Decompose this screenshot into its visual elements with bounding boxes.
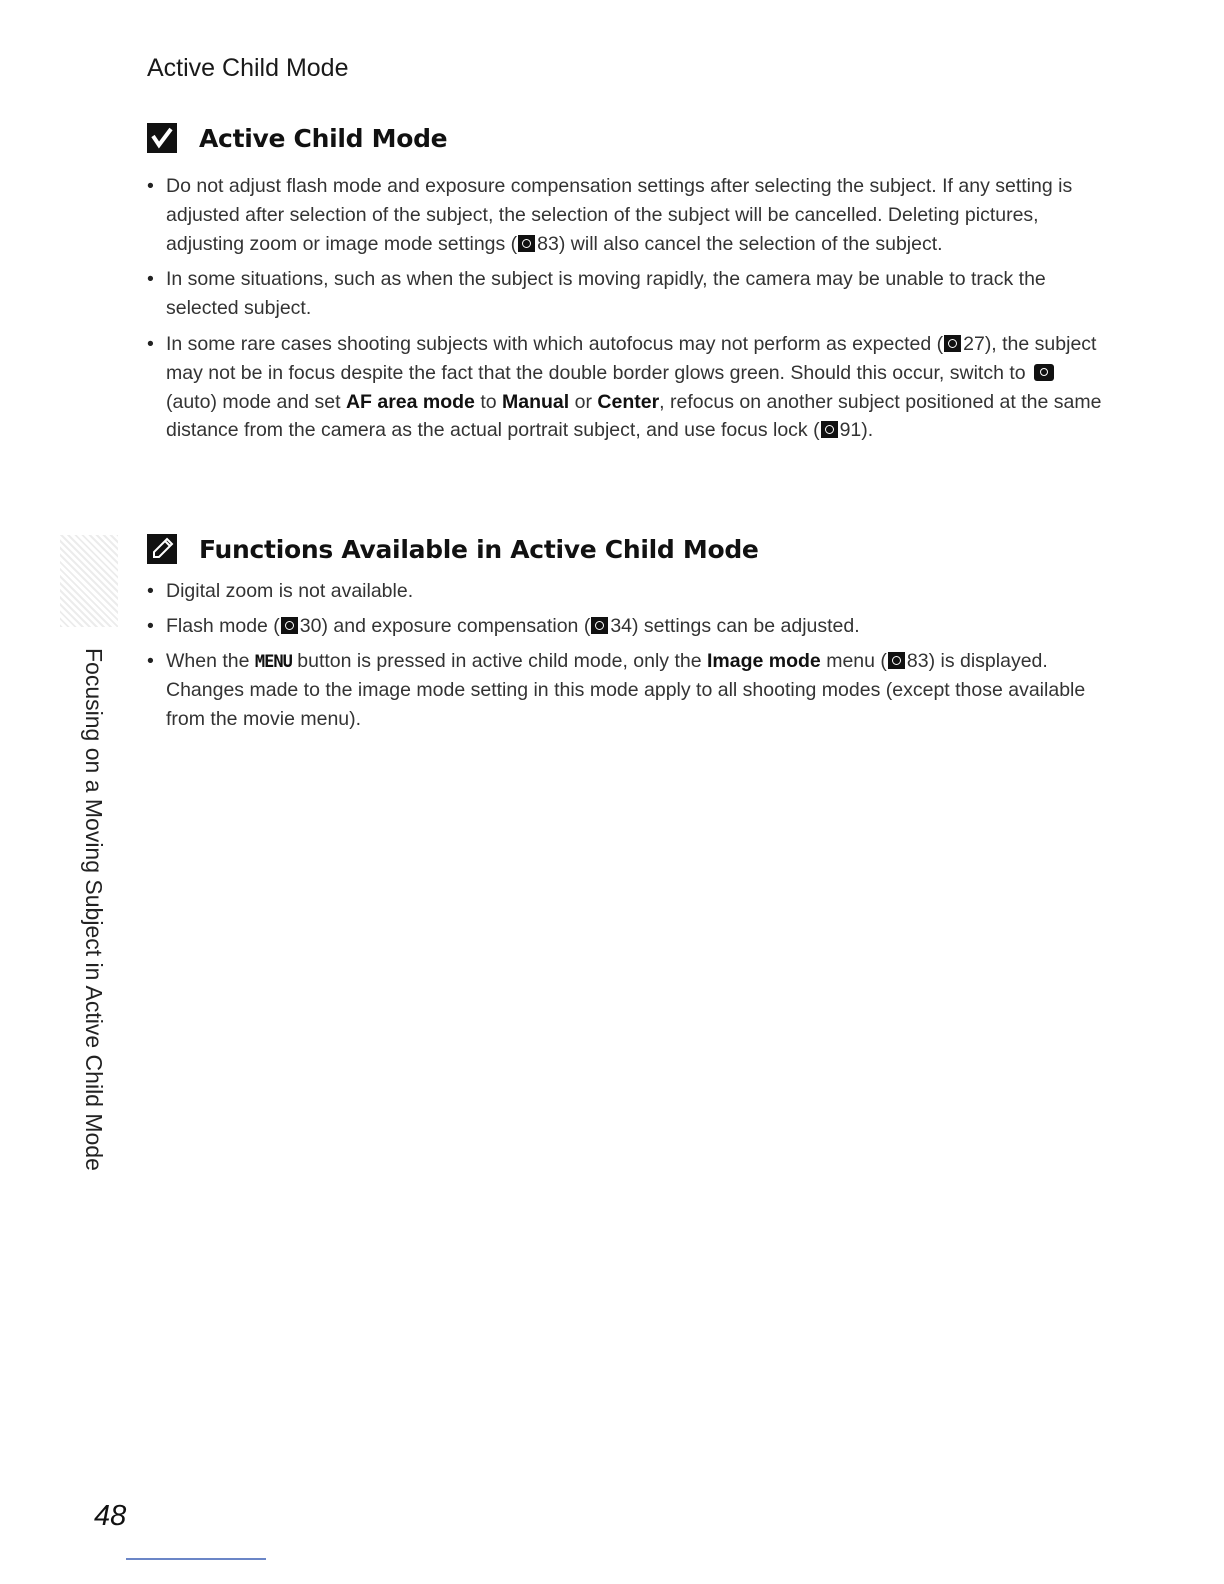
notes-section: [147, 527, 1107, 734]
chapter-tab-marker: [60, 535, 118, 627]
page-reference-icon: [821, 421, 838, 438]
section-heading: [147, 527, 1107, 571]
manual-label: Manual: [502, 390, 570, 413]
af-area-mode-label: AF area mode: [345, 390, 475, 413]
list-item: • Do not adjust flash mode and exposure compensation settings after selecting the subject. If any setting is adjusted after selection of the subject, the selection of the subject will be cancelled. Deleting pictures, adjusting zoom or image mode settings ( 83) will also cancel the selection of the subject.: [147, 172, 1107, 258]
chapter-side-tab: [80, 648, 116, 1171]
caution-section: [147, 116, 1107, 445]
pencil-note-icon: [147, 534, 177, 564]
page-number: 48: [94, 1500, 127, 1532]
list-item: • In some rare cases shooting subjects with which autofocus may not perform as expected ( 27), the subject may not be in focus despite the fact that the double border glows green. Should this occur, switch to (auto) mode and set AF area mode to Manual or Center, refocus on another subject positioned at the same distance from the camera as the actual portrait subject, and use focus lock ( 91).: [147, 330, 1107, 445]
list-item: • In some situations, such as when the subject is moving rapidly, the camera may be unable to track the selected subject.: [147, 265, 1107, 323]
page-reference-icon: [944, 335, 961, 352]
page-reference-icon: [518, 235, 535, 252]
bullet-list: [147, 172, 1107, 445]
page-reference-icon: [888, 652, 905, 669]
running-head: Active Child Mode: [147, 54, 349, 82]
menu-button-label: MENU: [254, 651, 292, 672]
page-reference-icon: [281, 617, 298, 634]
list-item: • When the MENU button is pressed in active child mode, only the Image mode menu ( 83) is displayed. Changes made to the image mode setting in this mode apply to all shooting modes (except those available from the movie menu).: [147, 647, 1107, 734]
page-reference-icon: [591, 617, 608, 634]
section-title: Functions Available in Active Child Mode: [199, 534, 759, 564]
list-item: • Digital zoom is not available.: [147, 577, 1107, 606]
list-item: • Flash mode ( 30) and exposure compensation ( 34) settings can be adjusted.: [147, 612, 1107, 641]
bullet-list: [147, 577, 1107, 734]
center-label: Center: [597, 390, 660, 413]
section-heading: [147, 116, 1107, 160]
chapter-side-tab-label: Focusing on a Moving Subject in Active Child Mode: [81, 648, 107, 1171]
footer-rule: [126, 1558, 266, 1560]
checkmark-caution-icon: [147, 123, 177, 153]
image-mode-label: Image mode: [707, 649, 821, 672]
auto-mode-camera-icon: [1034, 364, 1054, 381]
section-title: Active Child Mode: [199, 123, 448, 153]
